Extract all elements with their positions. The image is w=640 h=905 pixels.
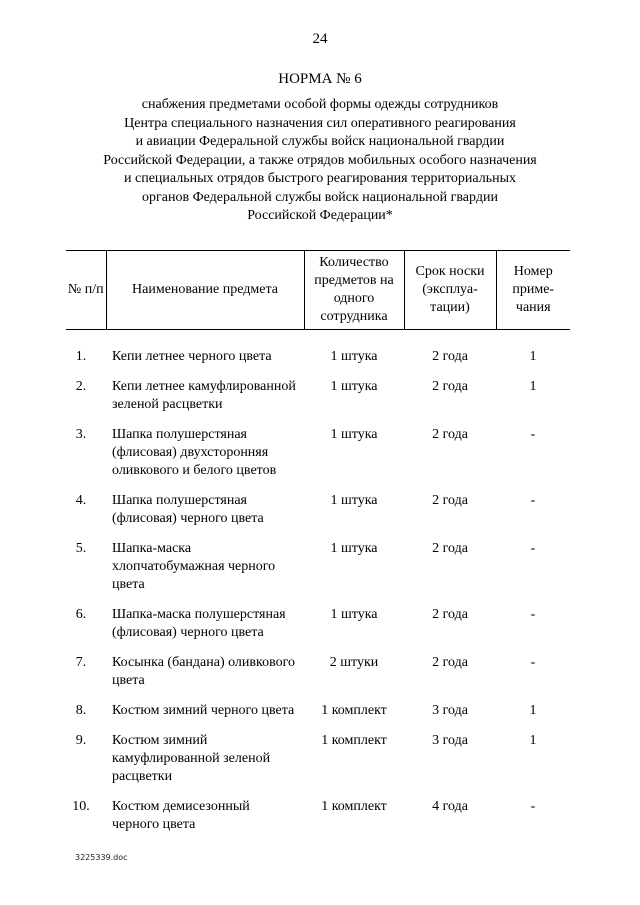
row-number: 10. bbox=[72, 799, 90, 814]
header-note-number: Номер приме-чания bbox=[496, 251, 570, 330]
subtitle-line: и авиации Федеральной службы войск национальной гвардии bbox=[135, 134, 505, 149]
item-wear-term: 2 года bbox=[432, 541, 468, 556]
item-note: 1 bbox=[529, 733, 537, 748]
item-note: - bbox=[530, 493, 536, 508]
item-quantity: 1 штука bbox=[330, 493, 378, 508]
row-number: 8. bbox=[75, 703, 87, 718]
item-wear-term: 4 года bbox=[432, 799, 468, 814]
item-name: Шапка-маска хлопчатобумажная черного цвета bbox=[112, 541, 276, 592]
item-name: Шапка полушерстяная (флисовая) черного цвета bbox=[112, 493, 264, 526]
item-name: Костюм демисезонный черного цвета bbox=[112, 799, 250, 832]
item-note: 1 bbox=[529, 349, 537, 364]
header-quantity: Количество предметов на одного сотрудника bbox=[304, 251, 404, 330]
item-quantity: 1 комплект bbox=[321, 703, 387, 718]
row-number: 5. bbox=[75, 541, 87, 556]
row-number: 1. bbox=[75, 349, 87, 364]
row-number: 3. bbox=[75, 427, 87, 442]
row-number: 7. bbox=[75, 655, 87, 670]
table-row bbox=[66, 702, 570, 732]
page-number: 24 bbox=[312, 31, 328, 47]
document-title: НОРМА № 6 bbox=[278, 71, 362, 87]
item-quantity: 2 штуки bbox=[329, 655, 379, 670]
table-header-row bbox=[66, 251, 570, 330]
table-row bbox=[66, 492, 570, 540]
item-note: - bbox=[530, 427, 536, 442]
subtitle-line: Российской Федерации* bbox=[247, 208, 393, 223]
subtitle-line: органов Федеральной службы войск национальной гвардии bbox=[142, 189, 498, 205]
row-number: 2. bbox=[75, 379, 87, 394]
table-row bbox=[66, 540, 570, 606]
item-wear-term: 2 года bbox=[432, 379, 468, 394]
item-name: Шапка полушерстяная (флисовая) двухсторонняя оливкового и белого цветов bbox=[112, 427, 277, 478]
item-note: - bbox=[530, 655, 536, 670]
row-number: 6. bbox=[75, 607, 87, 622]
table-row bbox=[66, 330, 570, 379]
table-row bbox=[66, 606, 570, 654]
item-wear-term: 2 года bbox=[432, 493, 468, 508]
item-note: - bbox=[530, 607, 536, 622]
item-quantity: 1 штука bbox=[330, 349, 378, 364]
document-file-id: 3225339.doc bbox=[75, 853, 128, 862]
item-name: Шапка-маска полушерстяная (флисовая) черного цвета bbox=[112, 607, 286, 640]
subtitle-line: Центра специального назначения сил оперативного реагирования bbox=[124, 115, 516, 131]
item-wear-term: 2 года bbox=[432, 607, 468, 622]
subtitle-line: Российской Федерации, а также отрядов мобильных особого назначения bbox=[103, 152, 537, 168]
table-row bbox=[66, 798, 570, 846]
item-name: Косынка (бандана) оливкового цвета bbox=[112, 655, 296, 688]
norms-table bbox=[66, 250, 570, 846]
table-row bbox=[66, 378, 570, 426]
item-quantity: 1 комплект bbox=[321, 799, 387, 814]
item-wear-term: 3 года bbox=[432, 733, 468, 748]
item-note: - bbox=[530, 541, 536, 556]
table-row bbox=[66, 426, 570, 492]
item-wear-term: 2 года bbox=[432, 349, 468, 364]
item-note: 1 bbox=[529, 379, 537, 394]
item-name: Костюм зимний камуфлированной зеленой расцветки bbox=[112, 733, 271, 784]
header-wear-term: Срок носки (эксплуа-тации) bbox=[404, 251, 496, 330]
item-wear-term: 2 года bbox=[432, 427, 468, 442]
header-number: № п/п bbox=[67, 282, 104, 297]
item-name: Кепи летнее камуфлированной зеленой расцветки bbox=[112, 379, 296, 412]
row-number: 9. bbox=[75, 733, 87, 748]
item-quantity: 1 штука bbox=[330, 379, 378, 394]
item-quantity: 1 штука bbox=[330, 541, 378, 556]
item-quantity: 1 штука bbox=[330, 427, 378, 442]
item-name: Кепи летнее черного цвета bbox=[112, 349, 272, 364]
row-number: 4. bbox=[75, 493, 87, 508]
subtitle-line: снабжения предметами особой формы одежды сотрудников bbox=[141, 97, 499, 112]
subtitle-line: и специальных отрядов быстрого реагирования территориальных bbox=[124, 171, 516, 186]
item-quantity: 1 комплект bbox=[321, 733, 387, 748]
document-subtitle bbox=[60, 96, 580, 226]
item-name: Костюм зимний черного цвета bbox=[112, 703, 295, 718]
item-wear-term: 3 года bbox=[432, 703, 468, 718]
table-row bbox=[66, 654, 570, 702]
item-note: - bbox=[530, 799, 536, 814]
item-note: 1 bbox=[529, 703, 537, 718]
header-item-name: Наименование предмета bbox=[106, 251, 304, 330]
item-quantity: 1 штука bbox=[330, 607, 378, 622]
table-row bbox=[66, 732, 570, 798]
item-wear-term: 2 года bbox=[432, 655, 468, 670]
